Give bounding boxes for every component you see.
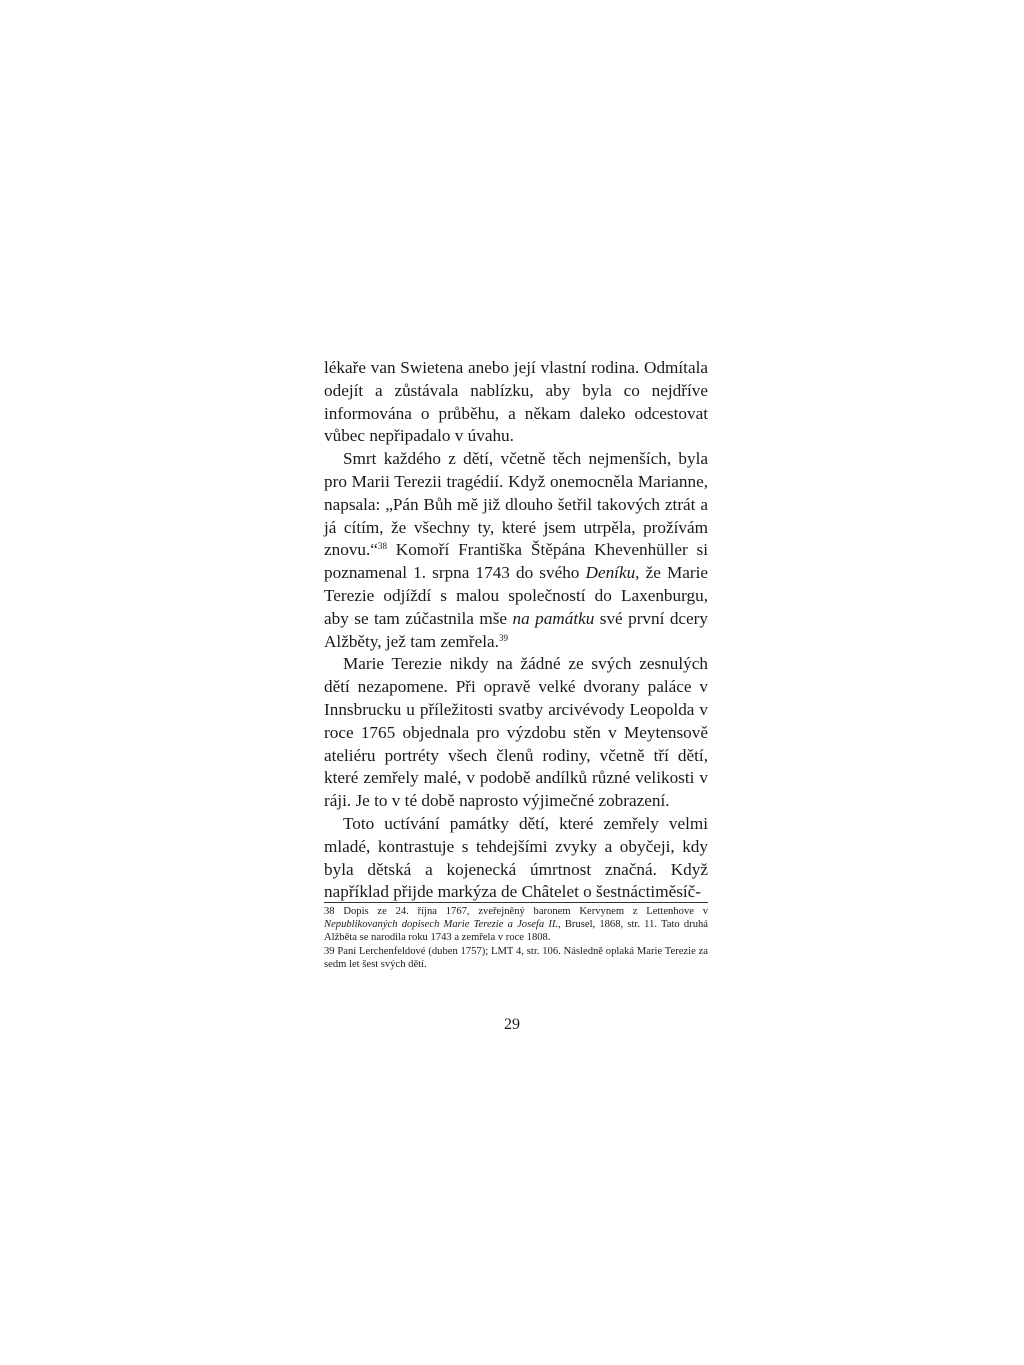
paragraph-2-text-d: své první dcery Alžběty, jež tam zemřela. bbox=[324, 608, 708, 651]
paragraph-2-text-b: Komoří Františka Štěpána Khevenhüller si poznamenal 1. srpna 1743 do svého bbox=[324, 540, 708, 583]
footnote-divider bbox=[324, 902, 708, 903]
paragraph-2-text-c: , že Marie Terezie odjíždí s malou společností do Laxenburgu, aby se tam zúčastnila mše bbox=[324, 563, 708, 628]
paragraph-2 bbox=[324, 448, 708, 653]
paragraph-3: Marie Terezie nikdy na žádné ze svých zesnulých dětí nezapomene. Při opravě velké dvorany paláce v Innsbrucku u příležitosti svatby arcivévody Leopolda v roce 1765 objednala pro výzdobu stěn v Meytensově ateliéru portréty všech členů rodiny, včetně tří dětí, které zemřely malé, v podobě andílků různé velikosti v ráji. Je to v té době naprosto výjimečné zobrazení. bbox=[324, 654, 708, 811]
footnote-ref-39: 39 bbox=[498, 632, 508, 643]
footnote-ref-38: 38 bbox=[377, 541, 387, 552]
footnote-38-text-a: 38 Dopis ze 24. října 1767, zveřejněný baronem Kervynem z Lettenhove v bbox=[324, 906, 708, 917]
footnotes bbox=[324, 905, 708, 971]
footnote-39: 39 Paní Lerchenfeldové (duben 1757); LMT 4, str. 106. Následně oplaká Marie Terezie za sedm let šest svých dětí. bbox=[324, 945, 708, 970]
main-text bbox=[324, 357, 708, 904]
paragraph-2-italic-na-pamatku: na památku bbox=[512, 608, 595, 628]
page-number: 29 bbox=[504, 1016, 520, 1033]
paragraph-2-italic-deniku: Deníku bbox=[585, 563, 636, 583]
paragraph-1: lékaře van Swietena anebo její vlastní rodina. Odmítala odejít a zůstávala nablízku, aby byla co nejdříve informována o průběhu, a někam daleko odcestovat vůbec nepřipadalo v úvahu. bbox=[324, 358, 708, 446]
paragraph-4: Toto uctívání památky dětí, které zemřely velmi mladé, kontrastuje s tehdejšími zvyky a obyčeji, kdy byla dětská a kojenecká úmrtnost značná. Když například přijde markýza de Châtelet o šestnáctiměsíč- bbox=[324, 813, 708, 902]
paragraph-2-text-a: Smrt každého z dětí, včetně těch nejmenších, byla pro Marii Terezii tragédií. Když onemocněla Marianne, napsala: „Pán Bůh mě již dlouho šetřil takových ztrát a já cítím, že všechny ty, které jsem utrpěla, prožívám znovu.“ bbox=[324, 449, 708, 560]
footnote-38-text-b: , Brusel, 1868, str. 11. Tato druhá Alžběta se narodila roku 1743 a zemřela v roce 1808. bbox=[324, 919, 708, 944]
footnote-38-italic: Nepublikovaných dopisech Marie Terezie a Josefa II. bbox=[324, 919, 559, 931]
footnote-38 bbox=[324, 905, 708, 945]
